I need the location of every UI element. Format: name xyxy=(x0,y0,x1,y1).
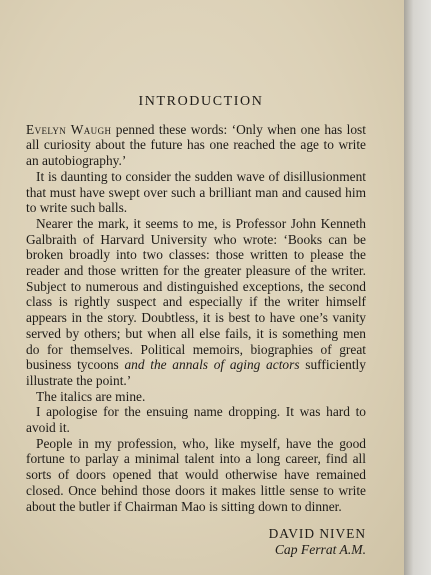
paragraph-2: It is daunting to consider the sudden wave of disillusionment that must have swept over such a brilliant man and caused him to write such balls. xyxy=(26,168,366,216)
paragraph-5: I apologise for the ensuing name dropping. It was hard to avoid it. xyxy=(26,404,366,436)
paragraph-3 xyxy=(26,216,366,389)
page-text xyxy=(26,94,366,558)
page-edge xyxy=(404,0,431,575)
paragraph-1-text: penned these words: ‘Only when one has lost all curiosity about the future has one reached the age to write an autobiography.’ xyxy=(26,121,366,169)
paragraph-1 xyxy=(26,122,366,169)
author-name-waugh: Evelyn Waugh xyxy=(26,121,112,137)
paragraph-4: The italics are mine. xyxy=(36,388,146,404)
chapter-title: INTRODUCTION xyxy=(138,94,264,109)
signature-place: Cap Ferrat A.M. xyxy=(274,541,366,557)
paragraph-3-text-b: sufficiently illustrate the point.’ xyxy=(26,357,366,388)
paragraph-3-italic: and the annals of aging actors xyxy=(124,357,300,373)
paragraph-6: People in my profession, who, like myself, have the good fortune to parlay a minimal talent into a long career, find all sorts of doors opened that would otherwise have remained closed. Once behind those doors it makes little sense to write about the butler if Chairman Mao is sitting down to dinner. xyxy=(26,435,366,514)
signature-name: DAVID NIVEN xyxy=(268,526,366,542)
paragraph-3-text-a: Nearer the mark, it seems to me, is Professor John Kenneth Galbraith of Harvard University who wrote: ‘Books can be broken broadly into two classes: those written to please the reader and those written for the greater pleasure of the writer. Subject to numerous and distinguished exceptions, the second class is rightly suspect and especially if the writer himself appears in the story. Doubtless, it is best to have one’s vanity served by others; but when all else fails, it is something men do for themselves. Political memoirs, biographies of great business tycoons xyxy=(26,215,366,373)
